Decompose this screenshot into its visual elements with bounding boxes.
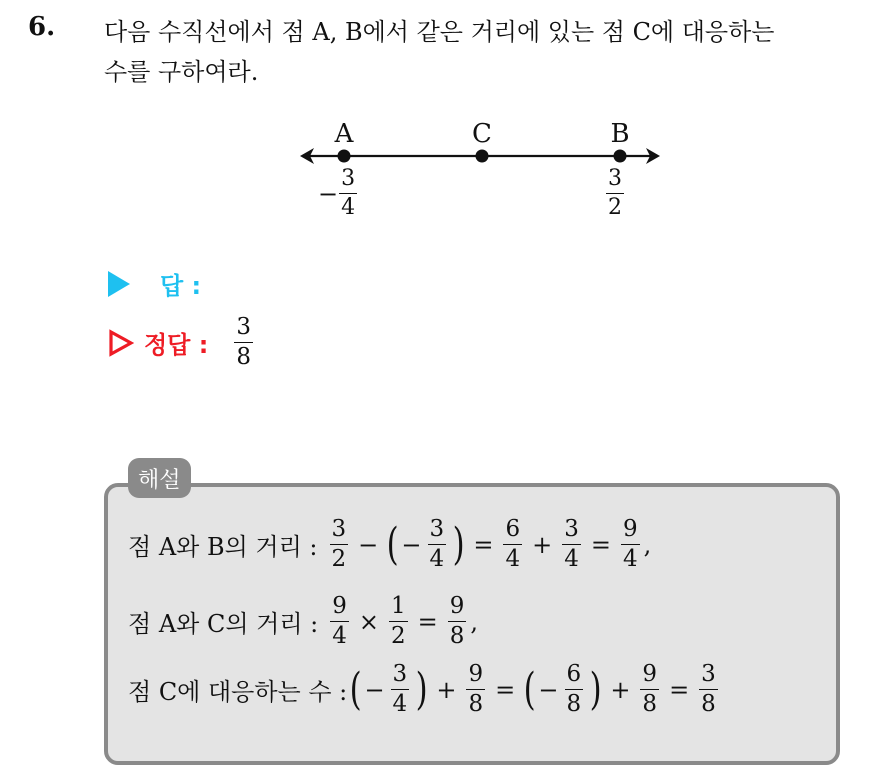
comma: ,: [470, 607, 478, 636]
answer-row: [108, 266, 201, 301]
denominator: 8: [468, 691, 484, 717]
denominator: 8: [236, 344, 251, 370]
fraction: [466, 663, 485, 716]
equals-sign: =: [590, 530, 611, 559]
correct-answer-value: [234, 316, 253, 369]
fraction: [448, 595, 467, 648]
comma: ,: [643, 530, 652, 559]
fraction: [330, 518, 349, 571]
point-b-value: [606, 168, 624, 219]
denominator: 4: [429, 546, 445, 572]
explanation-tag: 해설: [128, 458, 191, 498]
correct-answer-label: 정답 :: [144, 331, 209, 359]
left-paren: (: [386, 518, 399, 570]
minus-sign: −: [364, 675, 385, 704]
operator: ×: [358, 607, 379, 636]
numerator: 1: [389, 595, 408, 622]
correct-answer-row: [108, 316, 253, 369]
numerator: 3: [699, 663, 718, 690]
operator: −: [358, 530, 379, 559]
numerator: 6: [565, 663, 584, 690]
question-text-line-2: 수를 구하여라.: [104, 58, 259, 86]
fraction: [428, 518, 447, 571]
denominator: 4: [392, 691, 408, 717]
fraction: [606, 168, 624, 219]
minus-sign: −: [318, 179, 339, 208]
numerator: 9: [330, 595, 349, 622]
minus-sign: −: [538, 675, 559, 704]
left-paren: (: [523, 663, 536, 715]
denominator: 8: [566, 691, 582, 717]
line-prefix: 점 C에 대응하는 수 :: [128, 678, 348, 706]
equals-sign: =: [417, 607, 438, 636]
operator: +: [532, 530, 553, 559]
equals-sign: =: [669, 675, 690, 704]
numerator: 9: [466, 663, 485, 690]
question-text-line-1: 다음 수직선에서 점 A, B에서 같은 거리에 있는 점 C에 대응하는: [104, 18, 775, 46]
denominator: 4: [564, 546, 579, 572]
numerator: 9: [448, 595, 467, 622]
denominator: 8: [701, 691, 716, 717]
outline-play-icon: [108, 329, 134, 357]
point-b-label: B: [610, 119, 630, 149]
numerator: 3: [339, 168, 357, 194]
fraction: [699, 663, 718, 716]
equals-sign: =: [495, 675, 516, 704]
operator: +: [610, 675, 631, 704]
point-c-dot: [476, 150, 489, 163]
point-a-value: [318, 168, 357, 219]
point-a-dot: [338, 150, 351, 163]
denominator: 8: [449, 623, 465, 649]
right-paren: ): [415, 663, 428, 715]
explanation-line-1: [128, 518, 651, 571]
denominator: 4: [505, 546, 521, 572]
fraction: [339, 168, 357, 219]
operator: +: [436, 675, 457, 704]
play-icon: [108, 271, 130, 297]
fraction: [503, 518, 522, 571]
denominator: 2: [390, 623, 406, 649]
denominator: 2: [331, 546, 347, 572]
right-paren: ): [452, 518, 465, 570]
fraction: [640, 663, 659, 716]
explanation-line-3: [128, 663, 722, 716]
fraction: [565, 663, 584, 716]
denominator: 2: [608, 195, 622, 220]
numerator: 9: [640, 663, 659, 690]
fraction: [330, 595, 349, 648]
denominator: 4: [332, 623, 347, 649]
right-paren: ): [589, 663, 602, 715]
numerator: 6: [503, 518, 522, 545]
line-prefix: 점 A와 C의 거리 :: [128, 610, 319, 638]
question-number: 6.: [28, 12, 56, 42]
numerator: 3: [606, 168, 624, 194]
point-b-dot: [614, 150, 627, 163]
line-prefix: 점 A와 B의 거리 :: [128, 533, 318, 561]
numerator: 3: [428, 518, 447, 545]
numerator: 9: [621, 518, 640, 545]
fraction: [621, 518, 640, 571]
equals-sign: =: [473, 530, 494, 559]
denominator: 8: [642, 691, 658, 717]
numerator: 3: [234, 316, 253, 343]
fraction: [389, 595, 408, 648]
point-a-label: A: [334, 119, 354, 149]
point-c-label: C: [472, 119, 492, 149]
left-paren: (: [349, 663, 362, 715]
numerator: 3: [330, 518, 349, 545]
fraction: [391, 663, 410, 716]
explanation-line-2: [128, 595, 478, 648]
answer-label: 답 :: [160, 272, 202, 300]
numerator: 3: [562, 518, 581, 545]
fraction: [562, 518, 581, 571]
denominator: 4: [341, 195, 356, 220]
denominator: 4: [622, 546, 638, 572]
numerator: 3: [391, 663, 410, 690]
minus-sign: −: [401, 530, 422, 559]
